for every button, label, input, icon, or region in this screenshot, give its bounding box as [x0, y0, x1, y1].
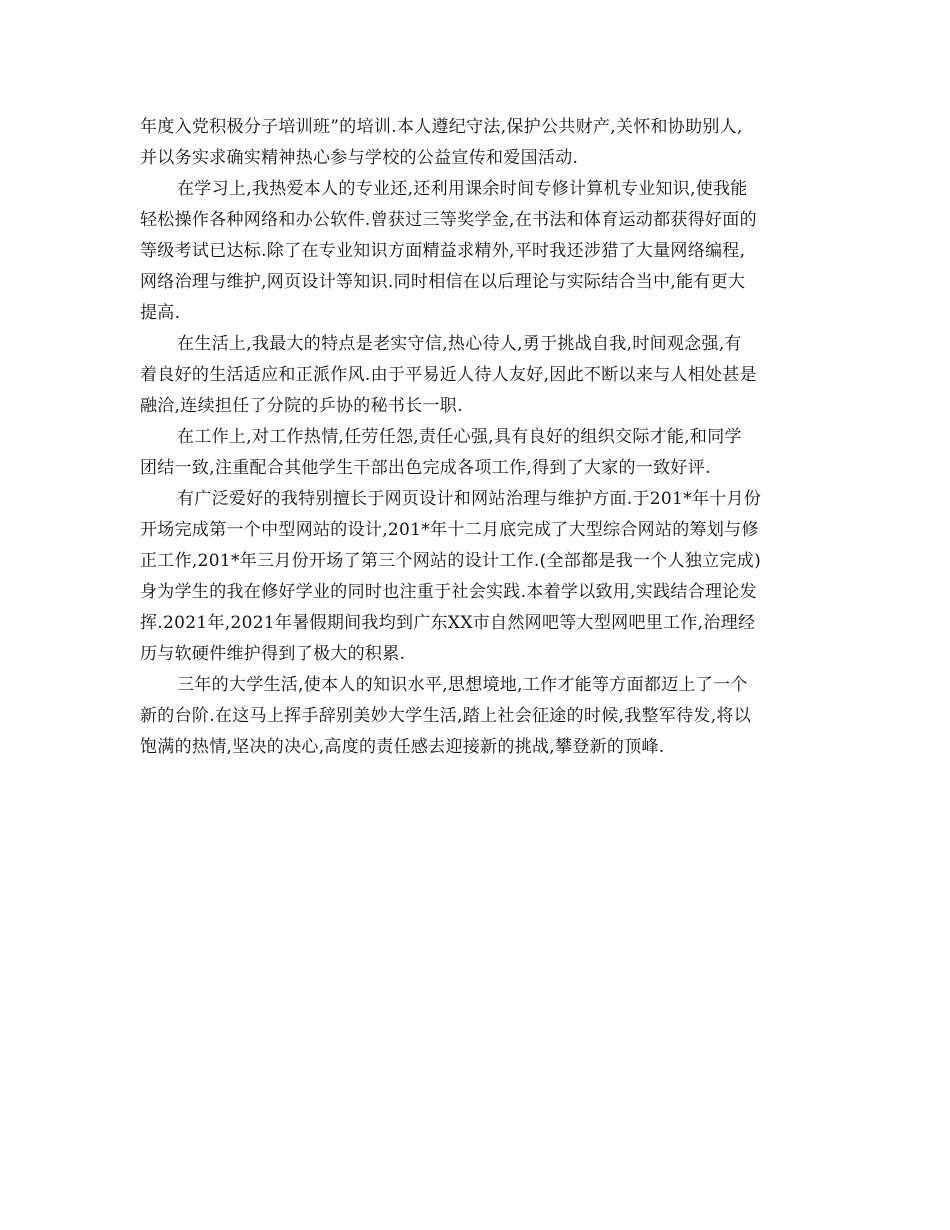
paragraph-line: 饱满的热情,坚决的决心,高度的责任感去迎接新的挑战,攀登新的顶峰. — [140, 737, 665, 757]
paragraph-line: 并以务实求确实精神热心参与学校的公益宣传和爱国活动. — [140, 148, 579, 168]
document-body — [140, 112, 814, 763]
paragraph-line: 等级考试已达标.除了在专业知识方面精益求精外,平时我还涉猎了大量网络编程, — [140, 241, 746, 261]
paragraph-line: 在生活上,我最大的特点是老实守信,热心待人,勇于挑战自我,时间观念强,有 — [177, 334, 742, 354]
paragraph-line: 在工作上,对工作热情,任劳任怨,责任心强,具有良好的组织交际才能,和同学 — [177, 427, 742, 447]
paragraph-1 — [140, 112, 814, 174]
paragraph-life — [140, 329, 814, 422]
paragraph-line: 挥.2021年,2021年暑假期间我均到广东XX市自然网吧等大型网吧里工作,治理经 — [140, 613, 756, 633]
paragraph-hobby — [140, 484, 814, 670]
paragraph-line: 融洽,连续担任了分院的乒协的秘书长一职. — [140, 396, 463, 416]
paragraph-line: 正工作,201*年三月份开场了第三个网站的设计工作.(全部都是我一个人独立完成) — [140, 551, 762, 571]
paragraph-line: 年度入党积极分子培训班”的培训.本人遵纪守法,保护公共财产,关怀和协助别人, — [140, 117, 743, 137]
paragraph-line: 开场完成第一个中型网站的设计,201*年十二月底完成了大型综合网站的筹划与修 — [140, 520, 759, 540]
paragraph-line: 有广泛爱好的我特别擅长于网页设计和网站治理与维护方面.于201*年十月份 — [177, 489, 762, 509]
paragraph-line: 身为学生的我在修好学业的同时也注重于社会实践.本着学以致用,实践结合理论发 — [140, 582, 757, 602]
paragraph-line: 网络治理与维护,网页设计等知识.同时相信在以后理论与实际结合当中,能有更大 — [140, 272, 746, 292]
paragraph-line: 在学习上,我热爱本人的专业还,还利用课余时间专修计算机专业知识,使我能 — [177, 179, 748, 199]
paragraph-line: 新的台阶.在这马上挥手辞别美妙大学生活,踏上社会征途的时候,我整军待发,将以 — [140, 706, 752, 726]
paragraph-line: 团结一致,注重配合其他学生干部出色完成各项工作,得到了大家的一致好评. — [140, 458, 711, 478]
paragraph-conclusion — [140, 670, 814, 763]
paragraph-line: 轻松操作各种网络和办公软件.曾获过三等奖学金,在书法和体育运动都获得好面的 — [140, 210, 757, 230]
paragraph-line: 提高. — [140, 303, 181, 323]
paragraph-line: 着良好的生活适应和正派作风.由于平易近人待人友好,因此不断以来与人相处甚是 — [140, 365, 757, 385]
paragraph-line: 历与软硬件维护得到了极大的积累. — [140, 644, 406, 664]
paragraph-line: 三年的大学生活,使本人的知识水平,思想境地,工作才能等方面都迈上了一个 — [177, 675, 748, 695]
paragraph-study — [140, 174, 814, 329]
paragraph-work — [140, 422, 814, 484]
